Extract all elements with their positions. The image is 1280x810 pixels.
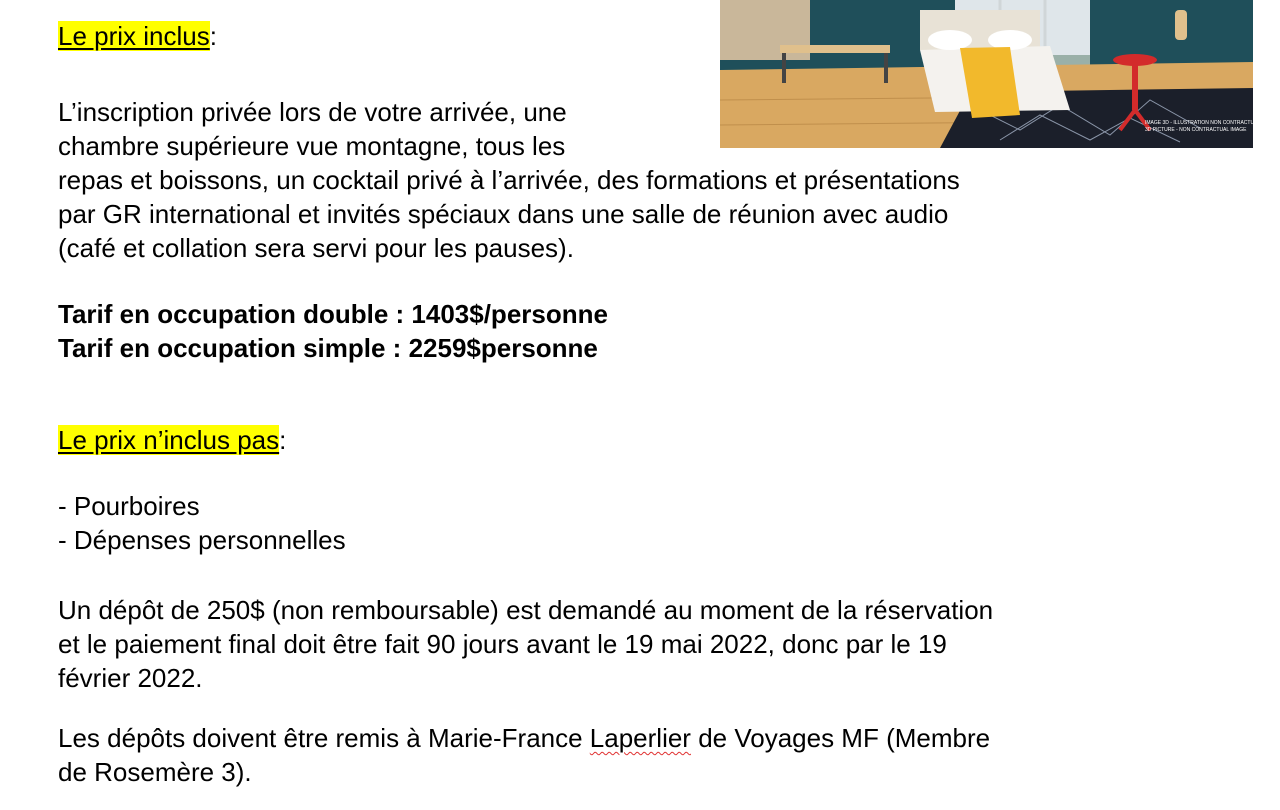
included-paragraph-line: (café et collation sera servi pour les pauses). (58, 233, 574, 263)
deposit-line: Un dépôt de 250$ (non remboursable) est demandé au moment de la réservation (58, 595, 994, 625)
rate-double: Tarif en occupation double : 1403$/personne (58, 299, 608, 329)
included-heading: Le prix inclus (58, 21, 210, 51)
hotel-room-photo (720, 0, 1267, 148)
remit-line: de Rosemère 3). (58, 757, 252, 787)
excluded-heading: Le prix n’inclus pas (58, 425, 280, 455)
hotel-room-illustration (720, 0, 1267, 148)
included-heading-line: Le prix inclus: (58, 21, 217, 51)
pillow (928, 30, 972, 50)
spellcheck-flagged-word[interactable]: Laperlier (589, 723, 691, 753)
excluded-item: - Dépenses personnelles (58, 525, 346, 555)
desk (780, 45, 890, 53)
photo-caption-line2: 3D PICTURE - NON CONTRACTUAL IMAGE (1145, 127, 1247, 133)
included-paragraph-line: L’inscription privée lors de votre arrivée, une (58, 97, 567, 127)
excluded-heading-line: Le prix n’inclus pas: (58, 425, 287, 455)
remit-line: Les dépôts doivent être remis à Marie-France Laperlier de Voyages MF (Membre (58, 723, 991, 753)
photo-caption-line1: IMAGE 3D - ILLUSTRATION NON CONTRACTUELLE (1145, 120, 1267, 126)
included-paragraph-line: repas et boissons, un cocktail privé à l’arrivée, des formations et présentations (58, 165, 960, 195)
included-paragraph-line: chambre supérieure vue montagne, tous les (58, 131, 566, 161)
deposit-line: et le paiement final doit être fait 90 jours avant le 19 mai 2022, donc par le 19 (58, 629, 947, 659)
included-paragraph-line: par GR international et invités spéciaux dans une salle de réunion avec audio (58, 199, 949, 229)
deposit-line: février 2022. (58, 663, 203, 693)
rate-single: Tarif en occupation simple : 2259$personne (58, 333, 598, 363)
excluded-item: - Pourboires (58, 491, 200, 521)
